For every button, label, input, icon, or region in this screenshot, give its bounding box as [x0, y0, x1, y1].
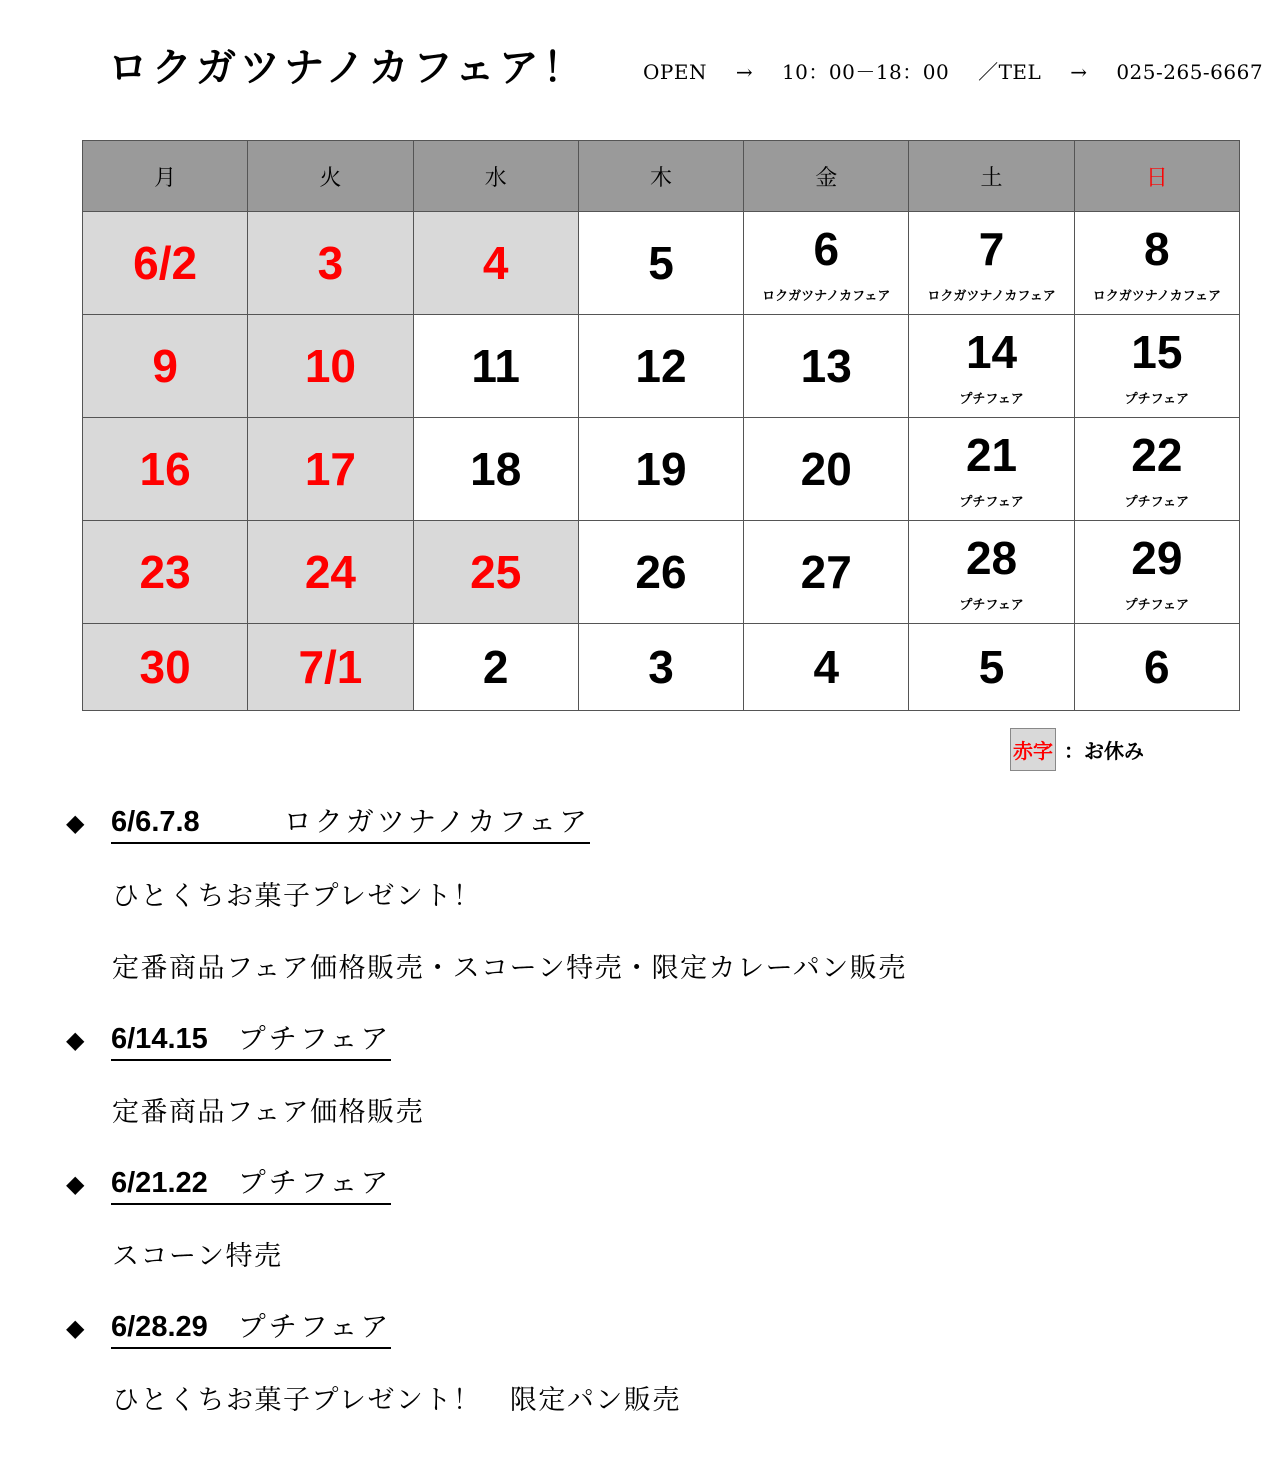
event-date: 6/14.15: [111, 1023, 208, 1055]
calendar-day-cell: [248, 212, 413, 315]
calendar-day-cell: [1074, 418, 1239, 521]
day-number: 3: [317, 237, 344, 289]
event-detail: ひとくちお菓子プレゼント！ 限定パン販売: [112, 1385, 681, 1416]
calendar-week-row: [83, 315, 1240, 418]
day-number: 16: [139, 443, 191, 495]
business-hours: 10：00－18：00: [781, 60, 950, 84]
calendar: [82, 140, 1240, 711]
weekday-monday: 月: [83, 141, 248, 212]
calendar-week-row: [83, 521, 1240, 624]
day-number: 7: [978, 223, 1005, 275]
calendar-day-cell: [83, 418, 248, 521]
arrow-icon: →: [735, 60, 754, 84]
event-date: 6/6.7.8: [111, 806, 200, 838]
holiday-legend-marker: 赤字: [1010, 728, 1056, 771]
weekday-sunday: 日: [1074, 141, 1239, 212]
calendar-day-cell: [413, 418, 578, 521]
calendar-day-cell: [413, 212, 578, 315]
calendar-day-cell: [578, 418, 743, 521]
calendar-day-cell: [83, 624, 248, 711]
event-section-1: [66, 800, 590, 844]
calendar-day-cell: [1074, 521, 1239, 624]
day-number: 18: [470, 443, 522, 495]
day-number: 12: [635, 340, 687, 392]
day-number: 5: [978, 641, 1005, 693]
day-event-label: プチフェア: [1124, 598, 1190, 613]
day-number: 5: [648, 237, 674, 289]
event-section-2: [66, 1017, 391, 1061]
event-date: 6/28.29: [111, 1311, 208, 1343]
calendar-day-cell: [83, 521, 248, 624]
day-number: 9: [152, 340, 178, 392]
calendar-day-cell: [744, 315, 909, 418]
calendar-day-cell: [744, 624, 909, 711]
weekday-saturday: 土: [909, 141, 1074, 212]
event-section-4: [66, 1305, 391, 1349]
calendar-day-cell: [578, 315, 743, 418]
day-number: 6: [813, 223, 840, 275]
diamond-bullet-icon: ◆: [66, 1026, 85, 1054]
calendar-day-cell: [413, 315, 578, 418]
day-event-label: プチフェア: [959, 392, 1024, 407]
weekday-tuesday: 火: [248, 141, 413, 212]
day-event-label: ロクガツナノカフェア: [762, 289, 891, 304]
calendar-day-cell: [744, 418, 909, 521]
calendar-day-cell: [909, 315, 1074, 418]
calendar-day-cell: [1074, 212, 1239, 315]
event-name: プチフェア: [237, 1310, 392, 1343]
page-title: ロクガツナノカフェア！: [108, 45, 587, 91]
calendar-day-cell: [413, 624, 578, 711]
day-event-label: ロクガツナノカフェア: [927, 289, 1056, 304]
diamond-bullet-icon: ◆: [66, 1170, 85, 1198]
day-number: 11: [471, 340, 521, 392]
calendar-day-cell: [578, 212, 743, 315]
day-number: 3: [648, 641, 674, 693]
day-number: 4: [813, 641, 840, 693]
day-number: 17: [304, 443, 356, 495]
day-event-label: ロクガツナノカフェア: [1092, 289, 1221, 304]
calendar-day-cell: [744, 212, 909, 315]
event-name: プチフェア: [237, 1166, 392, 1199]
store-info: [643, 56, 1263, 85]
day-number: 22: [1131, 429, 1183, 481]
calendar-week-row: [83, 624, 1240, 711]
calendar-day-cell: [413, 521, 578, 624]
day-number: 14: [965, 326, 1018, 378]
day-event-label: プチフェア: [1124, 495, 1190, 510]
calendar-day-cell: [744, 521, 909, 624]
event-detail: 定番商品フェア価格販売・スコーン特売・限定カレーパン販売: [112, 953, 907, 984]
calendar-day-cell: [578, 521, 743, 624]
tel-number: 025-265-6667: [1116, 60, 1264, 84]
arrow-icon: →: [1070, 60, 1088, 84]
calendar-day-cell: [1074, 315, 1239, 418]
weekday-thursday: 木: [578, 141, 743, 212]
event-date: 6/21.22: [111, 1167, 208, 1199]
calendar-day-cell: [248, 418, 413, 521]
day-number: 30: [139, 641, 191, 693]
day-number: 26: [635, 546, 687, 598]
day-number: 28: [965, 532, 1018, 584]
diamond-bullet-icon: ◆: [66, 1314, 85, 1342]
calendar-week-row: [83, 418, 1240, 521]
day-number: 7/1: [298, 641, 363, 693]
event-detail: ひとくちお菓子プレゼント！: [112, 881, 482, 912]
day-number: 27: [800, 546, 852, 598]
event-detail: 定番商品フェア価格販売: [112, 1097, 425, 1128]
day-number: 24: [304, 546, 356, 598]
day-number: 21: [965, 429, 1018, 481]
calendar-week-row: [83, 212, 1240, 315]
calendar-day-cell: [83, 212, 248, 315]
day-event-label: プチフェア: [959, 598, 1024, 613]
calendar-day-cell: [1074, 624, 1239, 711]
calendar-day-cell: [909, 624, 1074, 711]
calendar-day-cell: [248, 315, 413, 418]
day-number: 6: [1144, 641, 1170, 693]
day-number: 15: [1131, 326, 1183, 378]
calendar-day-cell: [909, 521, 1074, 624]
event-name: ロクガツナノカフェア: [283, 805, 591, 838]
open-label: OPEN: [643, 60, 707, 84]
day-number: 19: [635, 443, 687, 495]
day-number: 10: [304, 340, 356, 392]
day-number: 6/2: [133, 237, 198, 289]
day-event-label: プチフェア: [959, 495, 1024, 510]
event-name: プチフェア: [237, 1022, 392, 1055]
calendar-day-cell: [248, 624, 413, 711]
day-number: 20: [800, 443, 852, 495]
calendar-day-cell: [909, 212, 1074, 315]
weekday-wednesday: 水: [413, 141, 578, 212]
legend: [1010, 728, 1144, 771]
event-section-3: [66, 1161, 391, 1205]
day-number: 29: [1131, 532, 1183, 584]
calendar-day-cell: [83, 315, 248, 418]
calendar-day-cell: [909, 418, 1074, 521]
event-detail: スコーン特売: [112, 1241, 283, 1272]
calendar-day-cell: [578, 624, 743, 711]
day-number: 23: [139, 546, 191, 598]
day-number: 2: [482, 641, 509, 693]
holiday-legend-description: ：お休み: [1064, 739, 1144, 763]
diamond-bullet-icon: ◆: [66, 809, 85, 837]
tel-label: ／TEL: [978, 60, 1042, 84]
weekday-friday: 金: [744, 141, 909, 212]
day-number: 4: [482, 237, 509, 289]
day-event-label: プチフェア: [1124, 392, 1190, 407]
calendar-day-cell: [248, 521, 413, 624]
weekday-header-row: [83, 141, 1240, 212]
day-number: 13: [800, 340, 852, 392]
day-number: 8: [1144, 223, 1170, 275]
day-number: 25: [470, 546, 522, 598]
